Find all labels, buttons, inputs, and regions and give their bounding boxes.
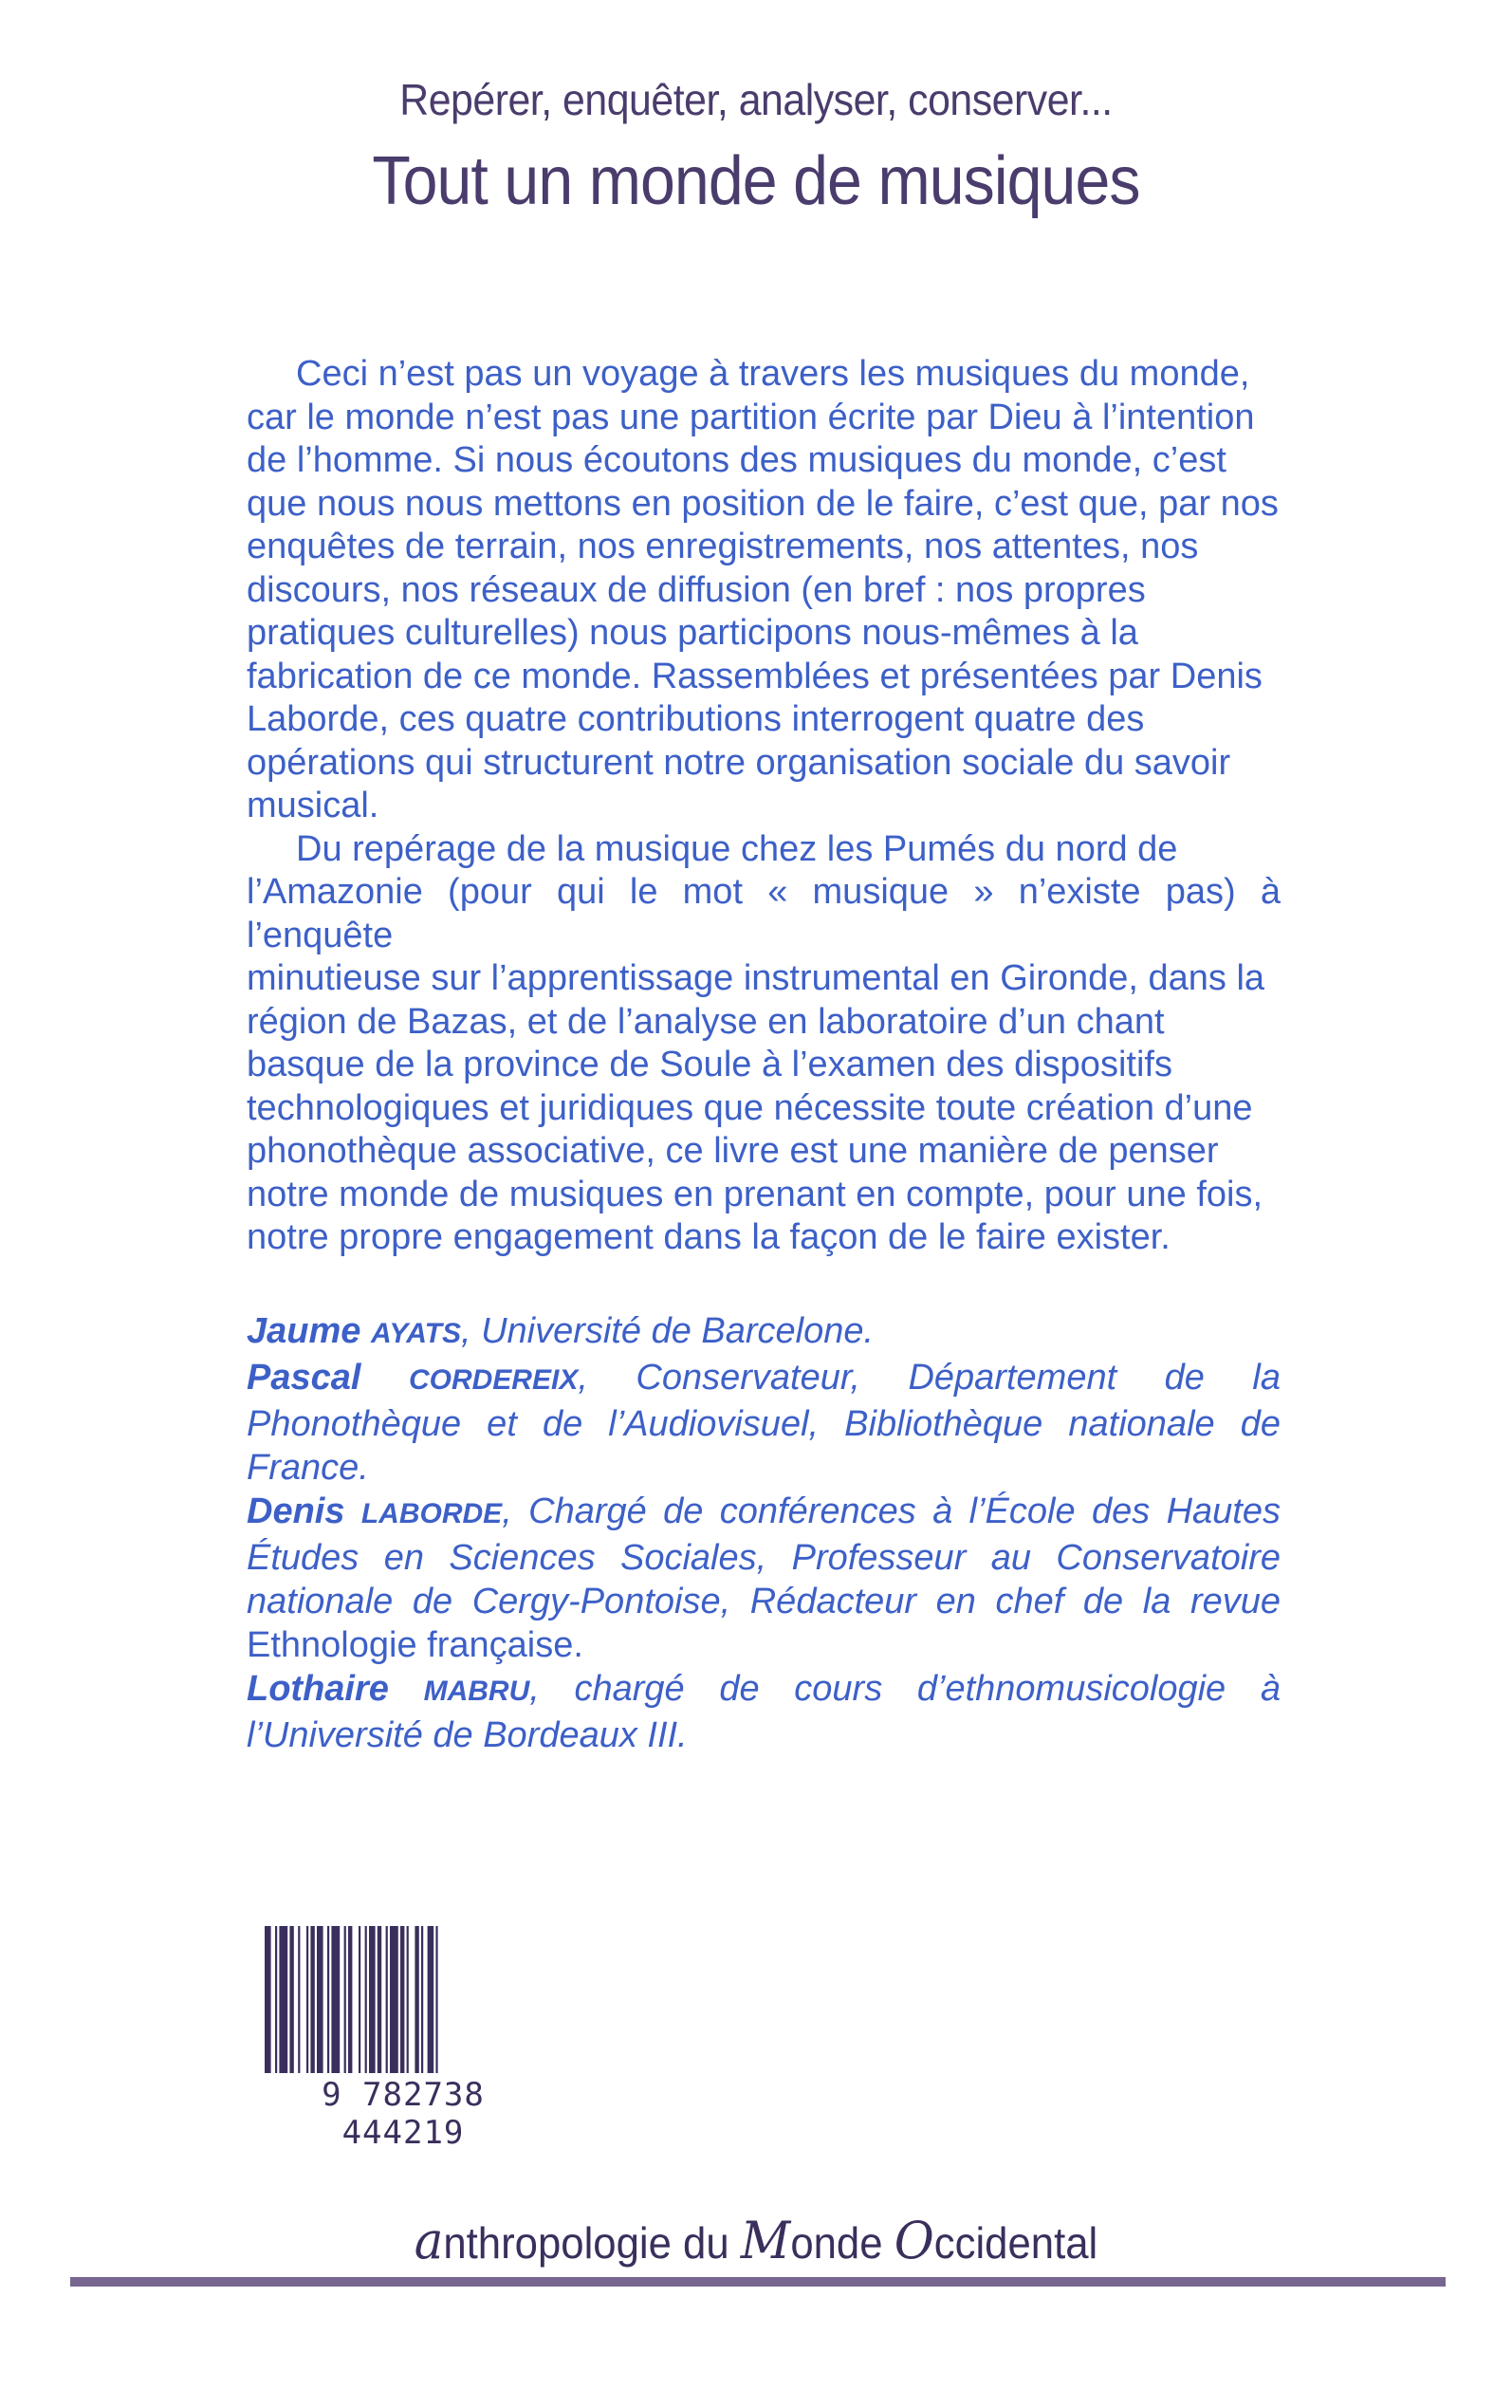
text-line: enquêtes de terrain, nos enregistrements, nos attentes, nos <box>247 527 1199 566</box>
barcode-bar <box>279 1926 287 2073</box>
series-text: nthropologie du <box>443 2218 741 2268</box>
barcode-bar <box>265 1926 271 2073</box>
text-line: Laborde, ces quatre contributions interrogent quatre des <box>247 699 1145 739</box>
author-last-name: LABORDE <box>360 1498 503 1529</box>
text-line: notre monde de musiques en prenant en compte, pour une fois, <box>247 1174 1263 1214</box>
barcode-bar <box>359 1926 360 2073</box>
barcode-bar <box>378 1926 381 2073</box>
author-last-name: MABRU <box>423 1676 530 1707</box>
barcode-bar <box>407 1926 409 2073</box>
text-line: minutieuse sur l’apprentissage instrumental en Gironde, dans la <box>247 958 1265 998</box>
author-description: , Université de Barcelone. <box>460 1311 875 1351</box>
barcode-bar <box>386 1926 388 2073</box>
barcode-bar <box>348 1926 352 2073</box>
barcode-bar <box>435 1926 437 2073</box>
author-first-name: Jaume <box>247 1311 361 1351</box>
barcode-bar <box>317 1926 323 2073</box>
text-line: discours, nos réseaux de diffusion (en bref : nos propres <box>247 569 1146 610</box>
isbn-number: 9 782738 444219 <box>322 2076 485 2152</box>
barcode-bar <box>365 1926 367 2073</box>
author-first-name: Denis <box>247 1491 345 1531</box>
barcode-bar <box>421 1926 423 2073</box>
barcode-bar <box>327 1926 329 2073</box>
series-initial: M <box>740 2211 791 2270</box>
text-line: notre propre engagement dans la façon de le faire exister. <box>247 1217 1171 1257</box>
author-last-name: CORDEREIX <box>408 1364 579 1396</box>
author-entry <box>247 1490 1281 1667</box>
text-line: technologiques et juridiques que nécessite toute création d’une <box>247 1087 1253 1128</box>
text-line: Du repérage de la musique chez les Pumés du nord de <box>296 828 1178 869</box>
barcode-bar <box>310 1926 314 2073</box>
barcode-bar <box>400 1926 404 2073</box>
author-entry <box>247 1356 1281 1490</box>
text-line: Ceci n’est pas un voyage à travers les musiques du monde, <box>296 354 1250 394</box>
text-line: musical. <box>247 786 379 825</box>
author-entry <box>247 1309 1281 1356</box>
text-line: phonothèque associative, ce livre est une manière de penser <box>247 1131 1219 1171</box>
subtitle: Repérer, enquêter, analyser, conserver... <box>399 75 1113 124</box>
author-description: , Conservateur, Département de la Phonothèque et de l’Audiovisuel, Bibliothèque nationale de France. <box>247 1358 1282 1488</box>
text-line: fabrication de ce monde. Rassemblées et présentées par Denis <box>247 656 1263 696</box>
series-initial: O <box>894 2211 934 2270</box>
text-line: opérations qui structurent notre organisation sociale du savoir <box>247 742 1231 783</box>
author-last-name: AYATS <box>370 1318 461 1349</box>
barcode-bar <box>344 1926 346 2073</box>
barcode-bar <box>369 1926 376 2073</box>
blurb-paragraph-2 <box>247 828 1281 1260</box>
author-list <box>247 1309 1281 1757</box>
series-text: ccidental <box>933 2218 1098 2268</box>
barcode-bar <box>428 1926 434 2073</box>
barcode-bar <box>275 1926 277 2073</box>
author-entry <box>247 1667 1281 1757</box>
text-line: de l’homme. Si nous écoutons des musiques du monde, c’est <box>247 440 1226 480</box>
author-description: , chargé de cours d’ethnomusicologie à l’Université de Bordeaux III. <box>247 1669 1282 1755</box>
author-first-name: Pascal <box>247 1358 361 1398</box>
text-line: car le monde n’est pas une partition écrite par Dieu à l’intention <box>247 397 1255 437</box>
barcode-bar <box>289 1926 293 2073</box>
isbn-barcode <box>261 1926 545 2152</box>
barcode-bar <box>331 1926 340 2073</box>
text-line: que nous nous mettons en position de le faire, c’est que, par nos <box>247 483 1279 524</box>
author-description: , Chargé de conférences à l’École des Hautes Études en Sciences Sociales, Professeur au Conservatoire nationale de Cergy-Pontoise, Rédacteur en chef de la revue <box>247 1491 1281 1621</box>
barcode-bar <box>306 1926 308 2073</box>
text-line: pratiques culturelles) nous participons nous-mêmes à la <box>247 613 1138 653</box>
author-first-name: Lothaire <box>247 1669 389 1709</box>
bottom-rule <box>70 2277 1446 2287</box>
barcode-bar <box>390 1926 398 2073</box>
barcode-bars <box>261 1926 545 2073</box>
barcode-bar <box>298 1926 300 2073</box>
blurb-paragraph-1 <box>247 353 1281 828</box>
series-text: onde <box>790 2218 894 2268</box>
blurb <box>247 353 1281 1260</box>
text-line: basque de la province de Soule à l’examen des dispositifs <box>247 1045 1172 1084</box>
series-initial: a <box>414 2211 444 2270</box>
text-line: l’Amazonie (pour qui le mot « musique » n’existe pas) à l’enquête <box>247 872 1281 955</box>
series-name <box>38 2211 1474 2270</box>
journal-name: Ethnologie française. <box>247 1625 583 1665</box>
book-title: Tout un monde de musiques <box>372 143 1140 219</box>
barcode-bar <box>415 1926 418 2073</box>
text-line: région de Bazas, et de l’analyse en laboratoire d’un chant <box>247 1001 1165 1042</box>
